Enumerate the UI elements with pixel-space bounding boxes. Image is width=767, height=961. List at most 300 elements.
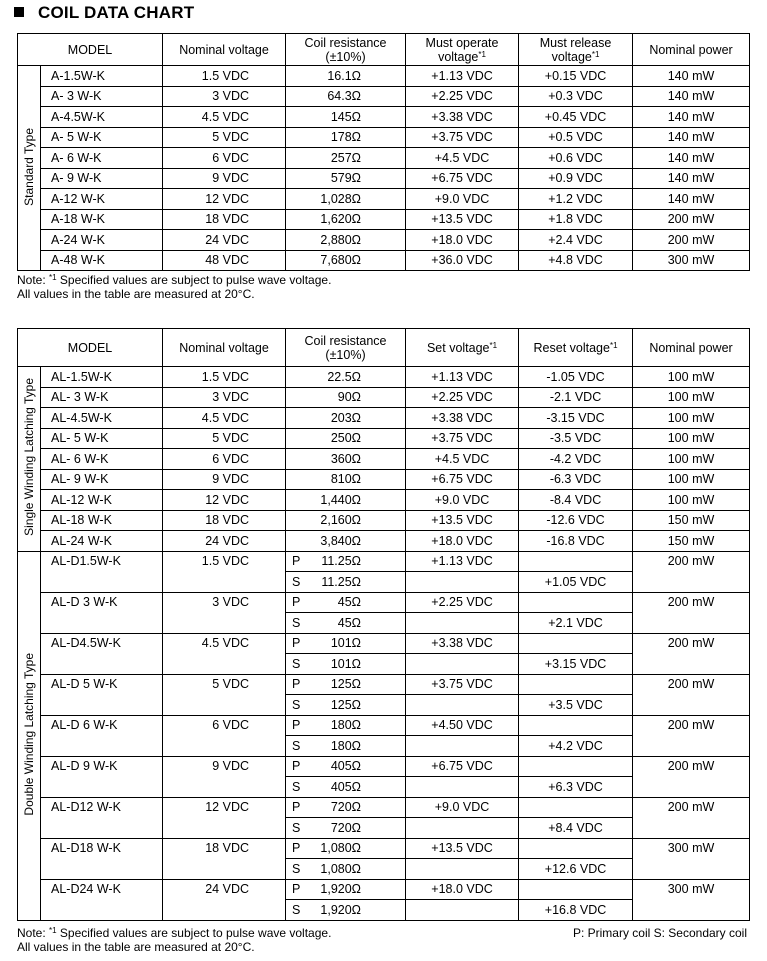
text: S xyxy=(292,902,301,917)
nominal-power-cell: 200 mW xyxy=(633,592,750,633)
text: Must release voltage xyxy=(539,35,612,64)
table-row xyxy=(18,209,750,230)
empty-cell xyxy=(406,777,519,798)
nominal-power-cell: 200 mW xyxy=(633,674,750,715)
text: P xyxy=(292,636,301,651)
release-voltage-cell: +0.9 VDC xyxy=(519,168,633,189)
nominal-voltage-cell: 1.5 VDC xyxy=(163,66,286,87)
nominal-power-cell: 140 mW xyxy=(633,148,750,169)
text: Single Winding Latching Type xyxy=(22,378,36,537)
table-row-primary xyxy=(18,633,750,654)
nominal-voltage-cell: 24 VDC xyxy=(163,879,286,920)
nominal-voltage-cell: 3 VDC xyxy=(163,592,286,633)
nominal-power-cell: 200 mW xyxy=(633,209,750,230)
set-voltage-cell: +6.75 VDC xyxy=(406,756,519,777)
text: Note: $^{*1}$ Specified values are subject to pulse wave voltage. xyxy=(17,926,332,940)
table-row xyxy=(18,469,750,490)
header-reset-voltage xyxy=(519,329,633,367)
set-voltage-cell: +18.0 VDC xyxy=(406,879,519,900)
release-voltage-cell: -2.1 VDC xyxy=(519,387,633,408)
model-cell: A-4.5W-K xyxy=(41,107,163,128)
nominal-voltage-cell: 9 VDC xyxy=(163,756,286,797)
text xyxy=(286,595,405,609)
text: S xyxy=(292,738,301,753)
model-cell: AL- 6 W-K xyxy=(41,449,163,470)
nominal-power-cell: 200 mW xyxy=(633,715,750,756)
text: Note: $^{*1}$ Specified values are subject to pulse wave voltage. xyxy=(17,273,332,287)
nominal-power-cell: 100 mW xyxy=(633,367,750,388)
nominal-power-cell: 200 mW xyxy=(633,551,750,592)
nominal-power-cell: 300 mW xyxy=(633,250,750,271)
coil-resistance-cell: 250Ω xyxy=(286,428,406,449)
model-cell: AL- 3 W-K xyxy=(41,387,163,408)
empty-cell xyxy=(406,572,519,593)
operate-voltage-cell: +1.13 VDC xyxy=(406,367,519,388)
release-voltage-cell: +4.8 VDC xyxy=(519,250,633,271)
model-cell: AL- 5 W-K xyxy=(41,428,163,449)
model-cell: A- 9 W-K xyxy=(41,168,163,189)
header-set-voltage xyxy=(406,329,519,367)
coil-resistance-cell: 22.5Ω xyxy=(286,367,406,388)
nominal-power-cell: 200 mW xyxy=(633,230,750,251)
set-voltage-cell: +3.75 VDC xyxy=(406,674,519,695)
release-voltage-cell: +0.45 VDC xyxy=(519,107,633,128)
nominal-voltage-cell: 9 VDC xyxy=(163,168,286,189)
text: 45Ω xyxy=(337,615,362,630)
primary-coil-cell xyxy=(286,756,406,777)
model-cell: AL-D12 W-K xyxy=(41,797,163,838)
nominal-power-cell: 140 mW xyxy=(633,127,750,148)
nominal-power-cell: 140 mW xyxy=(633,66,750,87)
secondary-coil-cell xyxy=(286,818,406,839)
release-voltage-cell: +1.2 VDC xyxy=(519,189,633,210)
model-cell: AL-12 W-K xyxy=(41,490,163,511)
model-cell: AL-24 W-K xyxy=(41,531,163,552)
empty-cell xyxy=(519,674,633,695)
text: *1 xyxy=(478,49,486,59)
table-row-primary xyxy=(18,797,750,818)
nominal-voltage-cell: 24 VDC xyxy=(163,230,286,251)
primary-coil-cell xyxy=(286,592,406,613)
text: *1 xyxy=(609,340,618,350)
group-label xyxy=(18,551,41,920)
model-cell: AL-D18 W-K xyxy=(41,838,163,879)
table-row xyxy=(18,449,750,470)
text: Must operate voltage xyxy=(425,35,499,64)
reset-voltage-cell: +3.15 VDC xyxy=(519,654,633,675)
text: S xyxy=(292,820,301,835)
release-voltage-cell: -16.8 VDC xyxy=(519,531,633,552)
text xyxy=(286,821,405,835)
coil-legend: P: Primary coil S: Secondary coil xyxy=(572,926,747,940)
text: Set voltage xyxy=(426,340,490,355)
text xyxy=(286,903,405,917)
group-label xyxy=(18,367,41,552)
release-voltage-cell: +0.5 VDC xyxy=(519,127,633,148)
secondary-coil-cell xyxy=(286,695,406,716)
nominal-voltage-cell: 18 VDC xyxy=(163,838,286,879)
table-row-primary xyxy=(18,756,750,777)
text xyxy=(286,677,405,691)
nominal-power-cell: 100 mW xyxy=(633,387,750,408)
coil-resistance-cell: 1,028Ω xyxy=(286,189,406,210)
text: S xyxy=(292,656,301,671)
nominal-voltage-cell: 48 VDC xyxy=(163,250,286,271)
coil-resistance-cell: 178Ω xyxy=(286,127,406,148)
nominal-voltage-cell: 5 VDC xyxy=(163,674,286,715)
reset-voltage-cell: +16.8 VDC xyxy=(519,900,633,921)
text: 11.25Ω xyxy=(321,574,362,589)
table-row xyxy=(18,531,750,552)
bullet-square-icon xyxy=(14,7,24,17)
text xyxy=(286,780,405,794)
primary-coil-cell xyxy=(286,674,406,695)
text: 1,080Ω xyxy=(320,841,362,856)
nominal-voltage-cell: 5 VDC xyxy=(163,127,286,148)
text: 405Ω xyxy=(330,779,362,794)
nominal-power-cell: 200 mW xyxy=(633,797,750,838)
text xyxy=(286,882,405,896)
text: 125Ω xyxy=(330,677,362,692)
model-cell: A- 3 W-K xyxy=(41,86,163,107)
nominal-power-cell: 100 mW xyxy=(633,469,750,490)
table-row xyxy=(18,107,750,128)
nominal-power-cell: 200 mW xyxy=(633,756,750,797)
text xyxy=(286,739,405,753)
reset-voltage-cell: +4.2 VDC xyxy=(519,736,633,757)
coil-resistance-cell: 2,160Ω xyxy=(286,510,406,531)
nominal-voltage-cell: 6 VDC xyxy=(163,715,286,756)
set-voltage-cell: +13.5 VDC xyxy=(406,838,519,859)
empty-cell xyxy=(406,900,519,921)
nominal-voltage-cell: 4.5 VDC xyxy=(163,408,286,429)
table-row xyxy=(18,127,750,148)
nominal-voltage-cell: 3 VDC xyxy=(163,387,286,408)
text: 1,080Ω xyxy=(320,861,362,876)
operate-voltage-cell: +6.75 VDC xyxy=(406,168,519,189)
release-voltage-cell: +0.15 VDC xyxy=(519,66,633,87)
model-cell: A- 5 W-K xyxy=(41,127,163,148)
coil-resistance-cell: 64.3Ω xyxy=(286,86,406,107)
text: P xyxy=(292,882,301,897)
text: 101Ω xyxy=(330,656,362,671)
text xyxy=(286,657,405,671)
nominal-power-cell: 140 mW xyxy=(633,189,750,210)
model-cell: AL-D4.5W-K xyxy=(41,633,163,674)
empty-cell xyxy=(406,736,519,757)
release-voltage-cell: -12.6 VDC xyxy=(519,510,633,531)
text: 45Ω xyxy=(337,595,362,610)
text xyxy=(286,636,405,650)
nominal-power-cell: 150 mW xyxy=(633,510,750,531)
release-voltage-cell: -6.3 VDC xyxy=(519,469,633,490)
nominal-power-cell: 100 mW xyxy=(633,428,750,449)
text: Standard Type xyxy=(22,127,36,206)
empty-cell xyxy=(519,592,633,613)
table-row xyxy=(18,408,750,429)
nominal-voltage-cell: 12 VDC xyxy=(163,797,286,838)
primary-coil-cell xyxy=(286,715,406,736)
coil-resistance-cell: 3,840Ω xyxy=(286,531,406,552)
note-1 xyxy=(17,273,331,301)
table-row-primary xyxy=(18,551,750,572)
text: S xyxy=(292,697,301,712)
text: All values in the table are measured at 20°C. xyxy=(17,287,255,301)
empty-cell xyxy=(519,715,633,736)
table-row xyxy=(18,189,750,210)
coil-resistance-cell: 7,680Ω xyxy=(286,250,406,271)
header-must-release xyxy=(519,34,633,66)
operate-voltage-cell: +1.13 VDC xyxy=(406,66,519,87)
release-voltage-cell: +2.4 VDC xyxy=(519,230,633,251)
text: 101Ω xyxy=(330,636,362,651)
empty-cell xyxy=(519,879,633,900)
nominal-voltage-cell: 9 VDC xyxy=(163,469,286,490)
table-row xyxy=(18,250,750,271)
text: Double Winding Latching Type xyxy=(22,652,36,816)
text: 125Ω xyxy=(330,697,362,712)
nominal-voltage-cell: 12 VDC xyxy=(163,490,286,511)
release-voltage-cell: -1.05 VDC xyxy=(519,367,633,388)
operate-voltage-cell: +9.0 VDC xyxy=(406,490,519,511)
text xyxy=(286,718,405,732)
header-coil-resistance: Coil resistance (±10%) xyxy=(286,329,406,367)
header-nominal-power: Nominal power xyxy=(633,329,750,367)
header-nominal-power: Nominal power xyxy=(633,34,750,66)
page-title xyxy=(14,3,194,23)
coil-resistance-cell: 90Ω xyxy=(286,387,406,408)
standard-coil-table xyxy=(17,33,750,271)
release-voltage-cell: +1.8 VDC xyxy=(519,209,633,230)
empty-cell xyxy=(519,838,633,859)
primary-coil-cell xyxy=(286,838,406,859)
nominal-voltage-cell: 4.5 VDC xyxy=(163,107,286,128)
text: P xyxy=(292,554,301,569)
model-cell: AL-D 5 W-K xyxy=(41,674,163,715)
reset-voltage-cell: +2.1 VDC xyxy=(519,613,633,634)
coil-resistance-cell: 360Ω xyxy=(286,449,406,470)
table-row xyxy=(18,230,750,251)
operate-voltage-cell: +36.0 VDC xyxy=(406,250,519,271)
nominal-voltage-cell: 5 VDC xyxy=(163,428,286,449)
text xyxy=(286,554,405,568)
operate-voltage-cell: +4.5 VDC xyxy=(406,148,519,169)
primary-coil-cell xyxy=(286,879,406,900)
text: S xyxy=(292,779,301,794)
model-cell: AL-1.5W-K xyxy=(41,367,163,388)
header-model: MODEL xyxy=(18,34,163,66)
group-label xyxy=(18,66,41,271)
nominal-power-cell: 100 mW xyxy=(633,449,750,470)
operate-voltage-cell: +2.25 VDC xyxy=(406,86,519,107)
table-row-primary xyxy=(18,838,750,859)
coil-resistance-cell: 810Ω xyxy=(286,469,406,490)
nominal-voltage-cell: 4.5 VDC xyxy=(163,633,286,674)
release-voltage-cell: +0.3 VDC xyxy=(519,86,633,107)
table-row-primary xyxy=(18,879,750,900)
table-row-primary xyxy=(18,674,750,695)
set-voltage-cell: +9.0 VDC xyxy=(406,797,519,818)
empty-cell xyxy=(406,818,519,839)
text xyxy=(286,862,405,876)
reset-voltage-cell: +8.4 VDC xyxy=(519,818,633,839)
coil-resistance-cell: 257Ω xyxy=(286,148,406,169)
model-cell: AL-D 3 W-K xyxy=(41,592,163,633)
reset-voltage-cell: +6.3 VDC xyxy=(519,777,633,798)
text: P xyxy=(292,595,301,610)
model-cell: A- 6 W-K xyxy=(41,148,163,169)
table-row xyxy=(18,367,750,388)
text: 1,920Ω xyxy=(320,882,362,897)
operate-voltage-cell: +13.5 VDC xyxy=(406,209,519,230)
text: S xyxy=(292,615,301,630)
text: P xyxy=(292,759,301,774)
nominal-power-cell: 140 mW xyxy=(633,168,750,189)
text: *1 xyxy=(49,273,57,282)
header-must-operate xyxy=(406,34,519,66)
table-row xyxy=(18,510,750,531)
model-cell: A-18 W-K xyxy=(41,209,163,230)
operate-voltage-cell: +9.0 VDC xyxy=(406,189,519,210)
table-row-primary xyxy=(18,715,750,736)
table-row xyxy=(18,168,750,189)
header-coil-resistance: Coil resistance (±10%) xyxy=(286,34,406,66)
empty-cell xyxy=(406,859,519,880)
nominal-voltage-cell: 1.5 VDC xyxy=(163,367,286,388)
nominal-voltage-cell: 24 VDC xyxy=(163,531,286,552)
coil-resistance-cell: 145Ω xyxy=(286,107,406,128)
coil-resistance-cell: 579Ω xyxy=(286,168,406,189)
empty-cell xyxy=(406,613,519,634)
model-cell: AL-18 W-K xyxy=(41,510,163,531)
text: Reset voltage xyxy=(533,340,610,355)
nominal-power-cell: 140 mW xyxy=(633,86,750,107)
nominal-voltage-cell: 3 VDC xyxy=(163,86,286,107)
operate-voltage-cell: +6.75 VDC xyxy=(406,469,519,490)
coil-resistance-cell: 1,440Ω xyxy=(286,490,406,511)
model-cell: A-1.5W-K xyxy=(41,66,163,87)
coil-resistance-cell: 203Ω xyxy=(286,408,406,429)
nominal-power-cell: 200 mW xyxy=(633,633,750,674)
nominal-voltage-cell: 12 VDC xyxy=(163,189,286,210)
operate-voltage-cell: +4.5 VDC xyxy=(406,449,519,470)
model-cell: A-48 W-K xyxy=(41,250,163,271)
secondary-coil-cell xyxy=(286,654,406,675)
set-voltage-cell: +3.38 VDC xyxy=(406,633,519,654)
nominal-power-cell: 300 mW xyxy=(633,879,750,920)
title-text: COIL DATA CHART xyxy=(38,3,195,22)
text: P xyxy=(292,718,301,733)
table-row-primary xyxy=(18,592,750,613)
table-row xyxy=(18,387,750,408)
empty-cell xyxy=(406,654,519,675)
text xyxy=(286,759,405,773)
table-row xyxy=(18,86,750,107)
text: 405Ω xyxy=(330,759,362,774)
set-voltage-cell: +1.13 VDC xyxy=(406,551,519,572)
release-voltage-cell: +0.6 VDC xyxy=(519,148,633,169)
text: S xyxy=(292,861,301,876)
model-cell: AL-D1.5W-K xyxy=(41,551,163,592)
nominal-power-cell: 300 mW xyxy=(633,838,750,879)
latching-coil-table xyxy=(17,328,750,921)
operate-voltage-cell: +3.75 VDC xyxy=(406,127,519,148)
text xyxy=(286,575,405,589)
secondary-coil-cell xyxy=(286,613,406,634)
model-cell: A-12 W-K xyxy=(41,189,163,210)
secondary-coil-cell xyxy=(286,900,406,921)
model-cell: AL-D 9 W-K xyxy=(41,756,163,797)
primary-coil-cell xyxy=(286,551,406,572)
empty-cell xyxy=(406,695,519,716)
text: 1,920Ω xyxy=(320,902,362,917)
text xyxy=(286,616,405,630)
operate-voltage-cell: +3.38 VDC xyxy=(406,107,519,128)
model-cell: AL- 9 W-K xyxy=(41,469,163,490)
text: S xyxy=(292,574,301,589)
model-cell: A-24 W-K xyxy=(41,230,163,251)
text xyxy=(286,698,405,712)
nominal-voltage-cell: 18 VDC xyxy=(163,510,286,531)
operate-voltage-cell: +3.38 VDC xyxy=(406,408,519,429)
release-voltage-cell: -3.5 VDC xyxy=(519,428,633,449)
primary-coil-cell xyxy=(286,633,406,654)
text xyxy=(286,841,405,855)
operate-voltage-cell: +2.25 VDC xyxy=(406,387,519,408)
nominal-power-cell: 100 mW xyxy=(633,408,750,429)
table-row xyxy=(18,490,750,511)
table-row xyxy=(18,66,750,87)
coil-resistance-cell: 2,880Ω xyxy=(286,230,406,251)
empty-cell xyxy=(519,633,633,654)
table-row xyxy=(18,428,750,449)
operate-voltage-cell: +13.5 VDC xyxy=(406,510,519,531)
text: All values in the table are measured at 20°C. xyxy=(17,940,255,954)
coil-resistance-cell: 1,620Ω xyxy=(286,209,406,230)
text: P xyxy=(292,800,301,815)
release-voltage-cell: -4.2 VDC xyxy=(519,449,633,470)
header-model: MODEL xyxy=(18,329,163,367)
text: P xyxy=(292,841,301,856)
nominal-power-cell: 150 mW xyxy=(633,531,750,552)
nominal-power-cell: 100 mW xyxy=(633,490,750,511)
operate-voltage-cell: +3.75 VDC xyxy=(406,428,519,449)
header-nominal-voltage: Nominal voltage xyxy=(163,34,286,66)
text: *1 xyxy=(489,340,498,350)
operate-voltage-cell: +18.0 VDC xyxy=(406,230,519,251)
text xyxy=(286,800,405,814)
text: *1 xyxy=(591,49,600,59)
table-row xyxy=(18,148,750,169)
secondary-coil-cell xyxy=(286,572,406,593)
coil-resistance-cell: 16.1Ω xyxy=(286,66,406,87)
empty-cell xyxy=(519,756,633,777)
nominal-voltage-cell: 1.5 VDC xyxy=(163,551,286,592)
text: 11.25Ω xyxy=(321,554,362,569)
release-voltage-cell: -3.15 VDC xyxy=(519,408,633,429)
note-2 xyxy=(17,926,331,954)
primary-coil-cell xyxy=(286,797,406,818)
model-cell: AL-4.5W-K xyxy=(41,408,163,429)
text: 720Ω xyxy=(330,820,362,835)
nominal-voltage-cell: 6 VDC xyxy=(163,449,286,470)
secondary-coil-cell xyxy=(286,859,406,880)
text: 720Ω xyxy=(330,800,362,815)
reset-voltage-cell: +3.5 VDC xyxy=(519,695,633,716)
nominal-power-cell: 140 mW xyxy=(633,107,750,128)
reset-voltage-cell: +12.6 VDC xyxy=(519,859,633,880)
model-cell: AL-D 6 W-K xyxy=(41,715,163,756)
